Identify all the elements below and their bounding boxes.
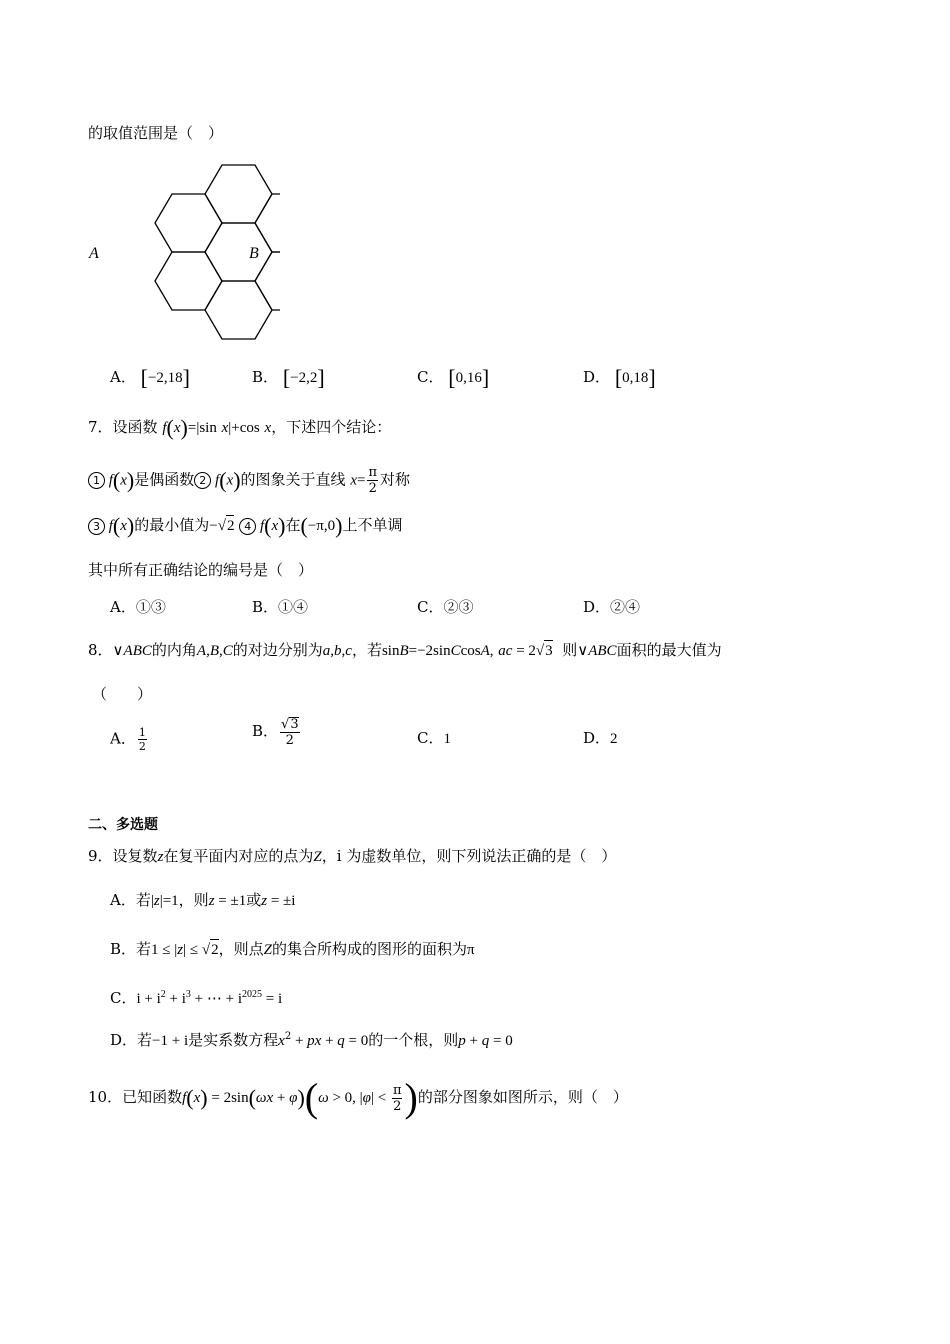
q10-stem: 10．已知函数f(x) = 2sin(ωx + φ)(ω > 0, |φ| < $\frac{\pi}{2}$ )的部分图象如图所示，则（ ） (88, 1075, 628, 1120)
q6-option-b[interactable]: B． [−2,2] (252, 365, 325, 390)
q6-option-d[interactable]: D． [0,18] (583, 365, 656, 390)
q8-stem: 8．∨ABC的内角A,B,C的对边分别为a,b,c，若sinB=−2sinCcosA, ac = 2√3 则∨ABC面积的最大值为 (88, 641, 722, 659)
q7-conclusions-1-2: 1 f(x)是偶函数 2 f(x)的图象关于直线 x= $\frac{\pi}{2}$ 对称 (88, 466, 410, 495)
q9-option-c[interactable]: C．$i + i^2 + i^3$ + ⋯ + $i^{2025} = i$ (110, 989, 283, 1007)
point-b-label: B (249, 245, 259, 262)
q7-option-b[interactable]: B．①④ (252, 598, 309, 616)
q8-option-d[interactable]: D．2 (583, 729, 618, 747)
option-letter: C． (417, 368, 444, 386)
q9-option-a[interactable]: A．若|z|=1，则z = ±1或z = ±i (110, 891, 296, 909)
option-letter: D． (583, 368, 611, 386)
q9-stem: 9．设复数z在复平面内对应的点为Z，i 为虚数单位，则下列说法正确的是（ ） (88, 847, 617, 865)
q7-stem: 7．设函数 f(x)=|sin x|+cos x，下述四个结论： (88, 415, 392, 440)
q7-option-d[interactable]: D．②④ (583, 598, 641, 616)
hexagon (155, 252, 222, 310)
q8-paren: （ ） (92, 685, 153, 703)
option-value: 0,18 (622, 370, 649, 386)
option-value: −2,2 (290, 370, 318, 386)
q8-option-a[interactable]: A． $\frac{1}{2}$ (110, 726, 146, 753)
section-title: 二、多选题 (88, 817, 158, 833)
q9-option-d[interactable]: D．若−1 + i是实系数方程$x^2$ + px + q = 0的一个根，则p + q = 0 (110, 1031, 513, 1049)
option-letter: A． (110, 368, 136, 386)
point-a-label: A (89, 245, 99, 262)
q6-option-c[interactable]: C． [0,16] (417, 365, 490, 390)
q7-question: 其中所有正确结论的编号是（ ） (88, 561, 314, 579)
q8-option-c[interactable]: C．1 (417, 729, 451, 747)
q8-option-b[interactable]: B． $\frac{√3}{2}$ (252, 717, 299, 748)
q9-option-b[interactable]: B．若1 ≤ |z| ≤ √2，则点Z的集合所构成的图形的面积为π (110, 940, 475, 958)
hexagon (155, 194, 222, 252)
hexagon (205, 223, 272, 281)
q6-stem-tail: 的取值范围是（ ） (88, 124, 224, 142)
option-value: 0,16 (455, 370, 482, 386)
option-value: −2,18 (147, 370, 183, 386)
q7-option-a[interactable]: A．①③ (110, 598, 166, 616)
option-letter: B． (252, 368, 279, 386)
hexagon (205, 165, 272, 223)
q7-option-c[interactable]: C．②③ (417, 598, 474, 616)
q6-option-a[interactable]: A． [−2,18] (110, 365, 190, 390)
hexagon (205, 281, 272, 339)
q7-conclusions-3-4: 3 f(x)的最小值为−√2 4 f(x)在(−π,0)上不单调 (88, 515, 402, 537)
